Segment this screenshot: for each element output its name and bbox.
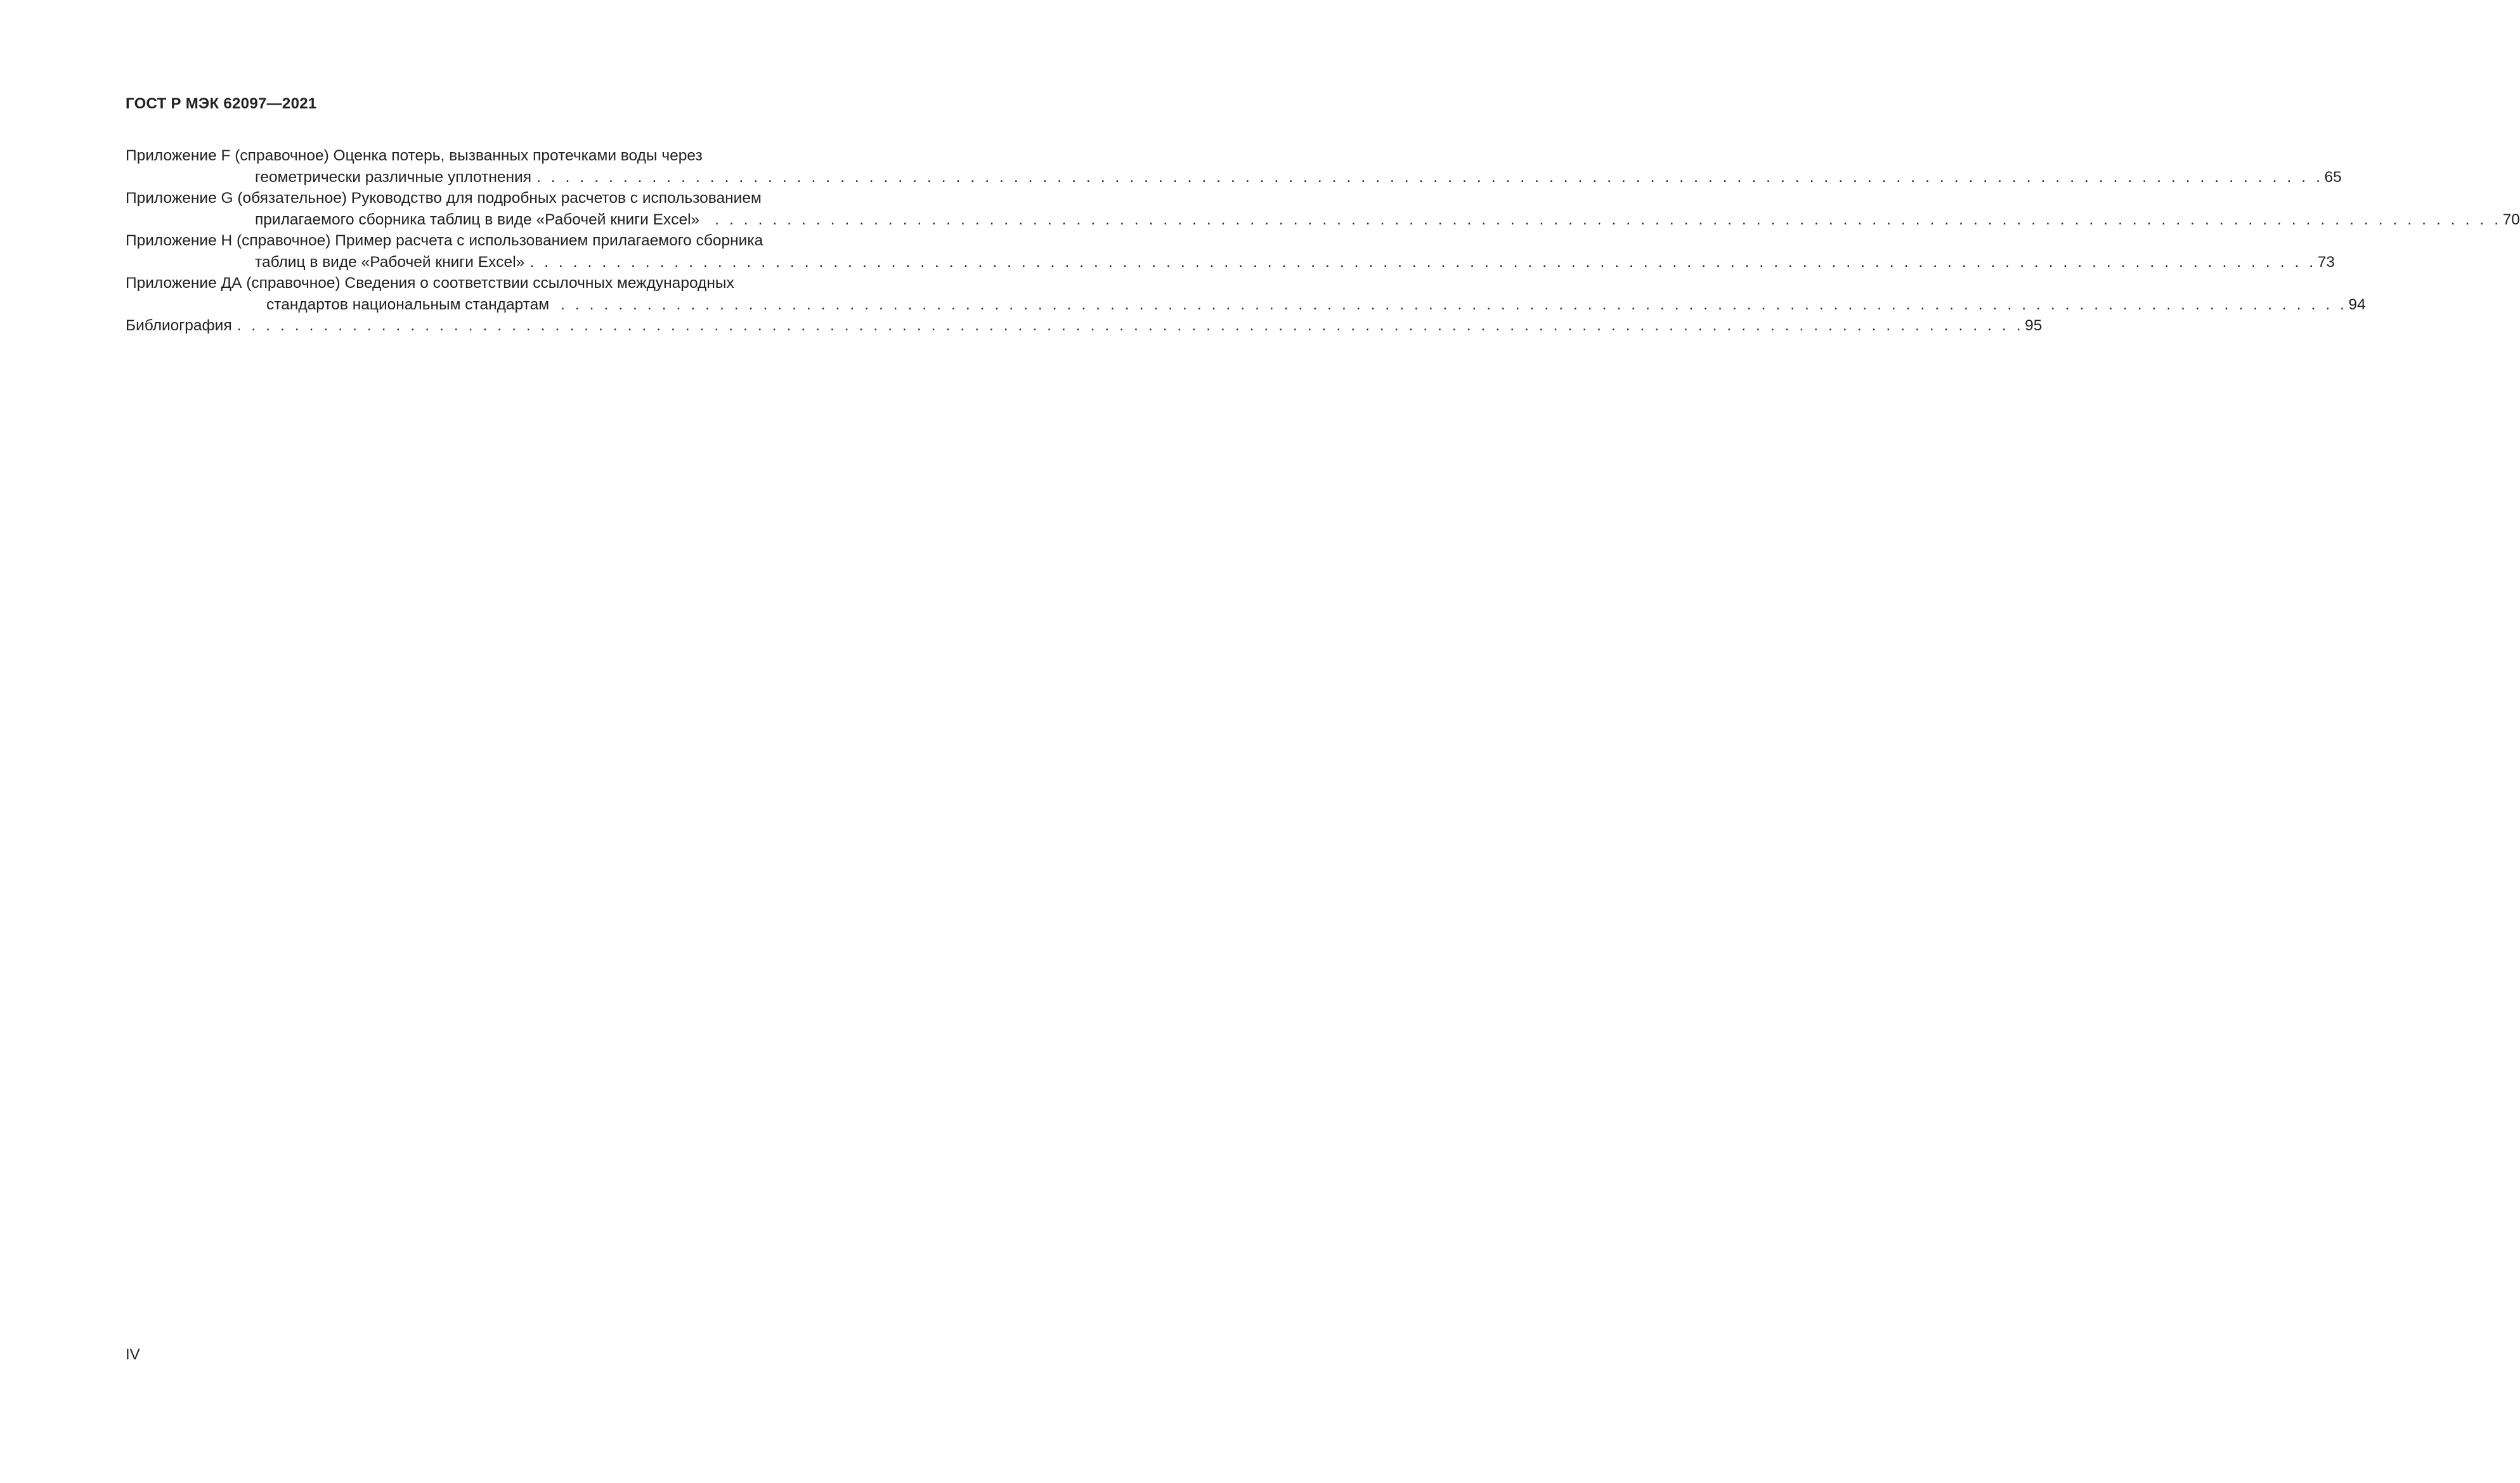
toc-entry-title: Приложение F (справочное) Оценка потерь, вызванных протечками воды через: [126, 147, 703, 164]
toc-leader-dots: . . . . . . . . . . . . . . . . . . . . . . . . . . . . . . . . . . . . . . . . . . . . . . . . . . . . . . . . . . . . . . . . . . . . . . . . . . . . . . . . . . . . . . . . . . . . . . . . . . . . . . . . . . . . . . . . . . . . . . . . . . . .: [237, 317, 2024, 334]
toc-entry-title: Приложение H (справочное) Пример расчета с использованием прилагаемого сборника: [126, 232, 763, 249]
toc-entry-continuation: таблиц в виде «Рабочей книги Excel»: [255, 253, 525, 271]
toc-page-number: 65: [2324, 168, 2342, 186]
page-number: IV: [126, 1346, 140, 1363]
toc-entry-title: Библиография: [126, 317, 232, 334]
toc-leader-dots: . . . . . . . . . . . . . . . . . . . . . . . . . . . . . . . . . . . . . . . . . . . . . . . . . . . . . . . . . . . . . . . . . . . . . . . . . . . . . . . . . . . . . . . . . . . . . . . . . . . . . . . . . . . . . . . . . . . . . . . . . . . .: [536, 168, 2323, 186]
toc-entry-annex-g[interactable]: [126, 188, 2520, 230]
toc-entry-last-line: [126, 167, 2342, 188]
toc-entry-continuation: геометрически различные уплотнения: [255, 168, 531, 186]
toc-entry-continuation: стандартов национальным стандартам: [266, 295, 550, 313]
toc-entry-bibliography[interactable]: [126, 315, 2043, 337]
toc-entry-last-line: [126, 252, 2335, 273]
toc-entry-title: Приложение G (обязательное) Руководство для подробных расчетов с использованием: [126, 190, 762, 207]
document-header: ГОСТ Р МЭК 62097—2021: [126, 95, 317, 112]
toc-entry-last-line: [126, 315, 2043, 337]
toc-entry-annex-h[interactable]: [126, 230, 2335, 273]
toc-entry-last-line: [126, 209, 2520, 231]
toc-entry-continuation: прилагаемого сборника таблиц в виде «Рабочей книги Excel»: [255, 210, 700, 228]
toc-entry-title: Приложение ДА (справочное) Сведения о соответствии ссылочных международных: [126, 275, 734, 292]
toc-leader-dots: . . . . . . . . . . . . . . . . . . . . . . . . . . . . . . . . . . . . . . . . . . . . . . . . . . . . . . . . . . . . . . . . . . . . . . . . . . . . . . . . . . . . . . . . . . . . . . . . . . . . . . . . . . . . . . . . . . . . . . . . . . . .: [715, 210, 2502, 228]
toc-page-number: 73: [2317, 253, 2335, 271]
toc-leader-dots: . . . . . . . . . . . . . . . . . . . . . . . . . . . . . . . . . . . . . . . . . . . . . . . . . . . . . . . . . . . . . . . . . . . . . . . . . . . . . . . . . . . . . . . . . . . . . . . . . . . . . . . . . . . . . . . . . . . . . . . . . . . .: [529, 253, 2316, 271]
toc-entry-annex-da[interactable]: [126, 273, 2366, 315]
toc-entry-annex-f[interactable]: [126, 145, 2342, 188]
toc-page-number: 94: [2348, 295, 2366, 313]
table-of-contents: [126, 145, 2520, 337]
toc-leader-dots: . . . . . . . . . . . . . . . . . . . . . . . . . . . . . . . . . . . . . . . . . . . . . . . . . . . . . . . . . . . . . . . . . . . . . . . . . . . . . . . . . . . . . . . . . . . . . . . . . . . . . . . . . . . . . . . . . . . . . . . . . . . .: [561, 295, 2348, 313]
toc-page-number: 70: [2502, 210, 2520, 228]
toc-page-number: 95: [2025, 317, 2043, 334]
toc-entry-last-line: [126, 294, 2366, 316]
